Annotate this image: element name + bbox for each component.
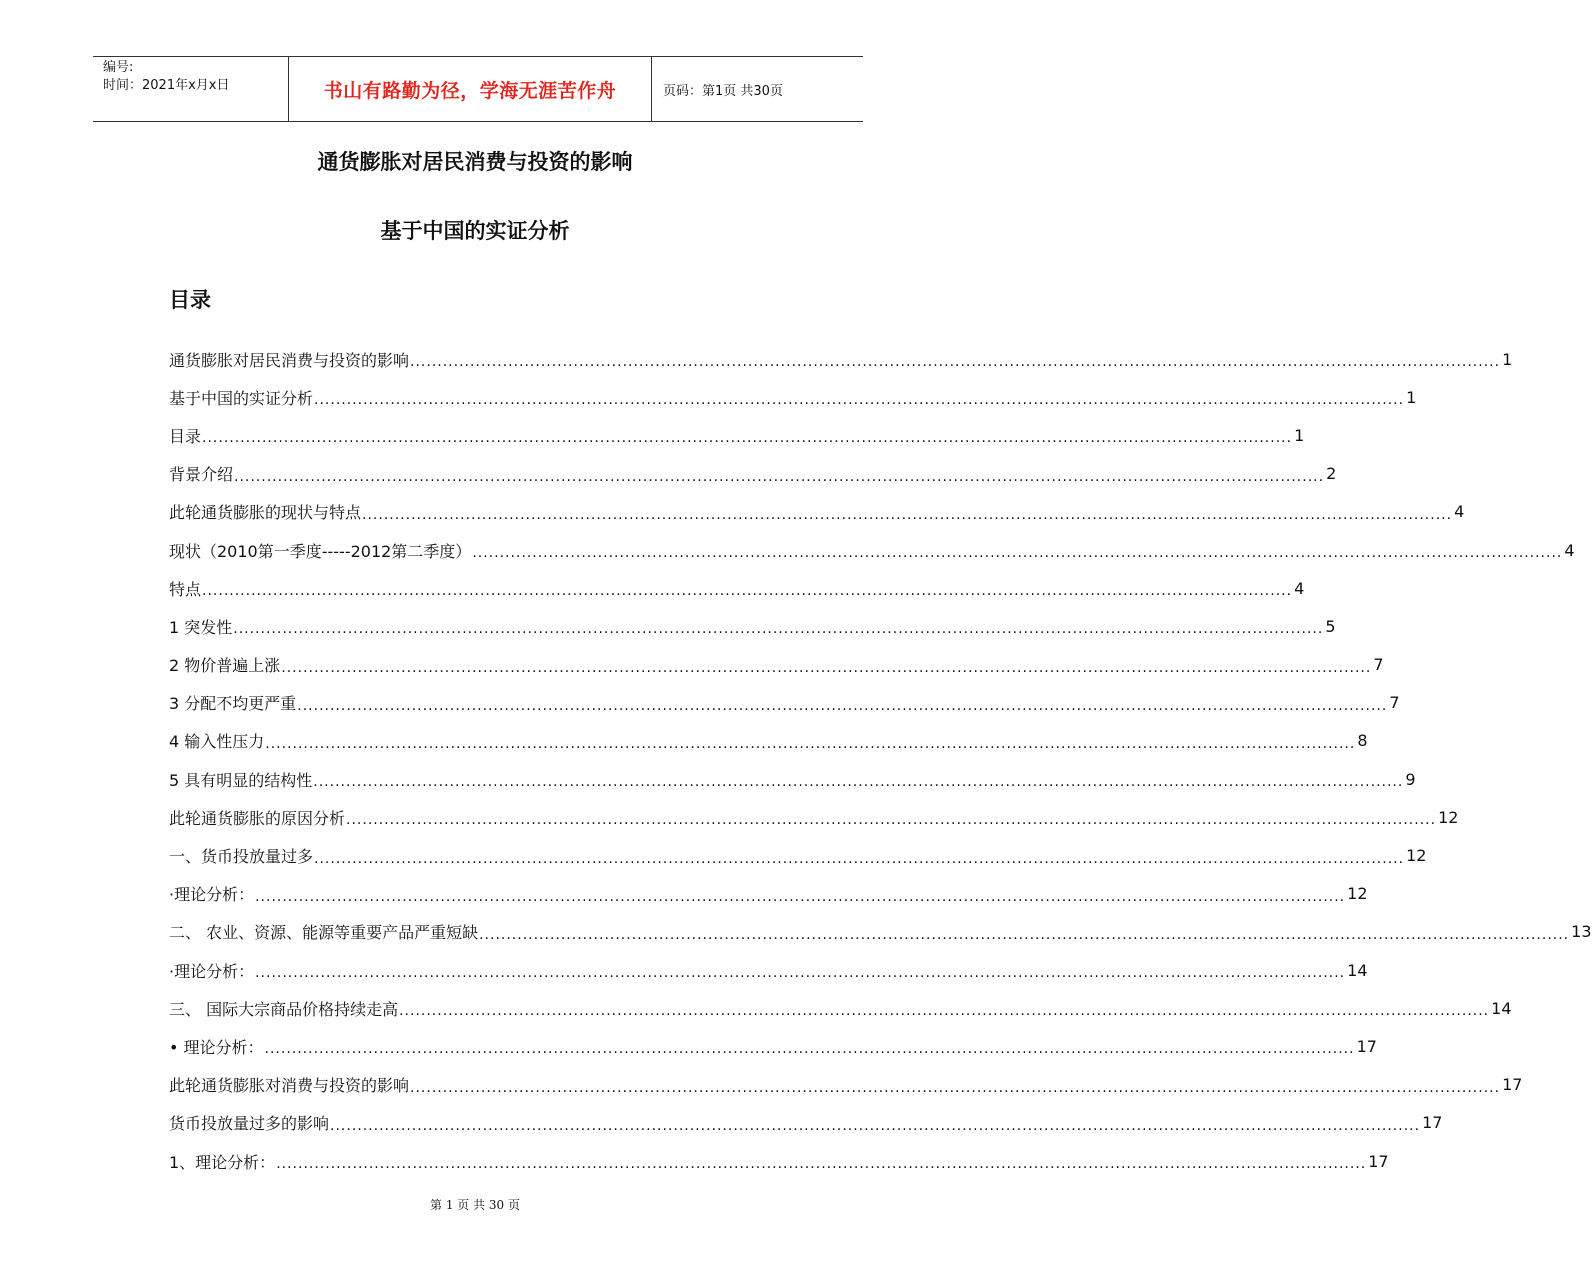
toc-entry-label: 1、理论分析： — [169, 1152, 276, 1172]
toc-entry-page: 8 — [1357, 731, 1368, 751]
toc-entry[interactable] — [169, 1027, 1377, 1065]
header-info-cell — [93, 57, 289, 121]
toc-entry-label: 三、 国际大宗商品价格持续走高 — [169, 999, 399, 1019]
toc-entry-page: 12 — [1406, 846, 1427, 866]
toc-entry-label: 此轮通货膨胀的原因分析 — [169, 808, 346, 828]
toc-entry[interactable] — [169, 607, 1336, 645]
toc-entry-label: 目录 — [169, 426, 202, 446]
toc-entry-page: 1 — [1502, 349, 1513, 369]
toc-heading: 目录 — [169, 288, 211, 312]
toc-entry[interactable] — [169, 836, 1427, 874]
toc-entry[interactable] — [169, 875, 1368, 913]
serial-label: 编号: — [103, 60, 134, 75]
toc-entry-label: 1 突发性 — [169, 617, 233, 637]
header-motto-cell — [289, 57, 652, 121]
toc-entry[interactable] — [169, 493, 1465, 531]
toc-entry-page: 7 — [1373, 655, 1384, 675]
toc-leader-dots: ........................................................................................................................................................................................................ — [314, 850, 1405, 867]
toc-leader-dots: ........................................................................................................................................................................................................ — [264, 1041, 1355, 1058]
toc-entry-label: 4 输入性压力 — [169, 732, 265, 752]
toc-entry-label: 3 分配不均更严重 — [169, 694, 297, 714]
toc-entry-page: 4 — [1294, 578, 1305, 598]
document-header — [93, 56, 863, 122]
toc-entry-label: 货币投放量过多的影响 — [169, 1114, 330, 1134]
main-title: 通货膨胀对居民消费与投资的影响 — [317, 150, 633, 174]
toc-entry-page: 7 — [1389, 693, 1400, 713]
toc-entry[interactable] — [169, 378, 1417, 416]
toc-entry[interactable] — [169, 951, 1368, 989]
toc-entry[interactable] — [169, 798, 1459, 836]
sub-title: 基于中国的实证分析 — [380, 219, 570, 243]
toc-leader-dots: ........................................................................................................................................................................................................ — [281, 659, 1372, 676]
toc-entry-page: 14 — [1347, 960, 1368, 980]
toc-entry-label: 此轮通货膨胀对消费与投资的影响 — [169, 1076, 410, 1096]
toc-entry[interactable] — [169, 1104, 1443, 1142]
toc-entry-label: 基于中国的实证分析 — [169, 388, 314, 408]
toc-entry-page: 1 — [1406, 387, 1417, 407]
toc-entry[interactable] — [169, 569, 1305, 607]
toc-entry-page: 17 — [1502, 1075, 1523, 1095]
toc-leader-dots: ........................................................................................................................................................................................................ — [399, 1003, 1490, 1020]
toc-leader-dots: ........................................................................................................................................................................................................ — [330, 1117, 1421, 1134]
toc-entry-label: • 理论分析： — [169, 1037, 264, 1057]
table-of-contents — [169, 340, 1592, 1180]
toc-entry-label: 现状（2010第一季度-----2012第二季度） — [169, 541, 472, 561]
toc-entry-label: 2 物价普遍上涨 — [169, 656, 281, 676]
motto-text: 书山有路勤为径，学海无涯苦作舟 — [323, 79, 617, 102]
toc-entry-page: 1 — [1294, 425, 1305, 445]
toc-entry-page: 5 — [1325, 616, 1336, 636]
toc-entry[interactable] — [169, 1066, 1523, 1104]
toc-entry-label: 特点 — [169, 579, 202, 599]
toc-entry-page: 12 — [1347, 884, 1368, 904]
toc-leader-dots: ........................................................................................................................................................................................................ — [276, 1156, 1367, 1173]
toc-leader-dots: ........................................................................................................................................................................................................ — [410, 354, 1501, 371]
header-page-cell — [652, 57, 863, 121]
toc-leader-dots: ........................................................................................................................................................................................................ — [297, 697, 1388, 714]
toc-entry[interactable] — [169, 722, 1368, 760]
toc-leader-dots: ........................................................................................................................................................................................................ — [234, 468, 1325, 485]
toc-leader-dots: ........................................................................................................................................................................................................ — [479, 926, 1570, 943]
toc-entry-page: 2 — [1326, 464, 1337, 484]
toc-leader-dots: ........................................................................................................................................................................................................ — [472, 545, 1563, 562]
toc-leader-dots: ........................................................................................................................................................................................................ — [313, 774, 1404, 791]
toc-entry-label: 背景介绍 — [169, 465, 234, 485]
toc-entry-label: ·理论分析： — [169, 885, 255, 905]
toc-entry[interactable] — [169, 760, 1416, 798]
toc-entry-label: 此轮通货膨胀的现状与特点 — [169, 503, 362, 523]
toc-leader-dots: ........................................................................................................................................................................................................ — [255, 965, 1346, 982]
toc-entry-page: 9 — [1405, 769, 1416, 789]
toc-leader-dots: ........................................................................................................................................................................................................ — [255, 888, 1346, 905]
toc-leader-dots: ........................................................................................................................................................................................................ — [346, 812, 1437, 829]
toc-entry[interactable] — [169, 531, 1575, 569]
toc-entry[interactable] — [169, 684, 1400, 722]
toc-leader-dots: ........................................................................................................................................................................................................ — [362, 506, 1453, 523]
page-footer: 第 1 页 共 30 页 — [430, 1198, 520, 1212]
page-info: 页码：第1页 共30页 — [663, 83, 783, 99]
toc-entry[interactable] — [169, 646, 1384, 684]
toc-entry-label: ·理论分析： — [169, 961, 255, 981]
toc-entry[interactable] — [169, 1142, 1389, 1180]
toc-entry-label: 通货膨胀对居民消费与投资的影响 — [169, 350, 410, 370]
toc-entry[interactable] — [169, 416, 1305, 454]
toc-leader-dots: ........................................................................................................................................................................................................ — [265, 735, 1356, 752]
toc-entry-page: 14 — [1491, 998, 1512, 1018]
toc-entry-label: 5 具有明显的结构性 — [169, 770, 313, 790]
toc-leader-dots: ........................................................................................................................................................................................................ — [314, 392, 1405, 409]
time-label: 时间：2021年x月x日 — [103, 78, 230, 93]
toc-entry-page: 12 — [1438, 807, 1459, 827]
toc-entry[interactable] — [169, 455, 1337, 493]
toc-entry-page: 17 — [1356, 1036, 1377, 1056]
toc-entry[interactable] — [169, 989, 1512, 1027]
toc-leader-dots: ........................................................................................................................................................................................................ — [202, 430, 1293, 447]
toc-entry-page: 4 — [1454, 502, 1465, 522]
toc-entry-page: 17 — [1422, 1113, 1443, 1133]
toc-leader-dots: ........................................................................................................................................................................................................ — [233, 621, 1324, 638]
toc-entry[interactable] — [169, 913, 1592, 951]
toc-entry-label: 二、 农业、资源、能源等重要产品严重短缺 — [169, 923, 479, 943]
toc-entry-label: 一、货币投放量过多 — [169, 847, 314, 867]
toc-entry-page: 13 — [1571, 922, 1592, 942]
toc-leader-dots: ........................................................................................................................................................................................................ — [202, 583, 1293, 600]
toc-entry[interactable] — [169, 340, 1513, 378]
toc-leader-dots: ........................................................................................................................................................................................................ — [410, 1079, 1501, 1096]
toc-entry-page: 17 — [1368, 1151, 1389, 1171]
toc-entry-page: 4 — [1564, 540, 1575, 560]
